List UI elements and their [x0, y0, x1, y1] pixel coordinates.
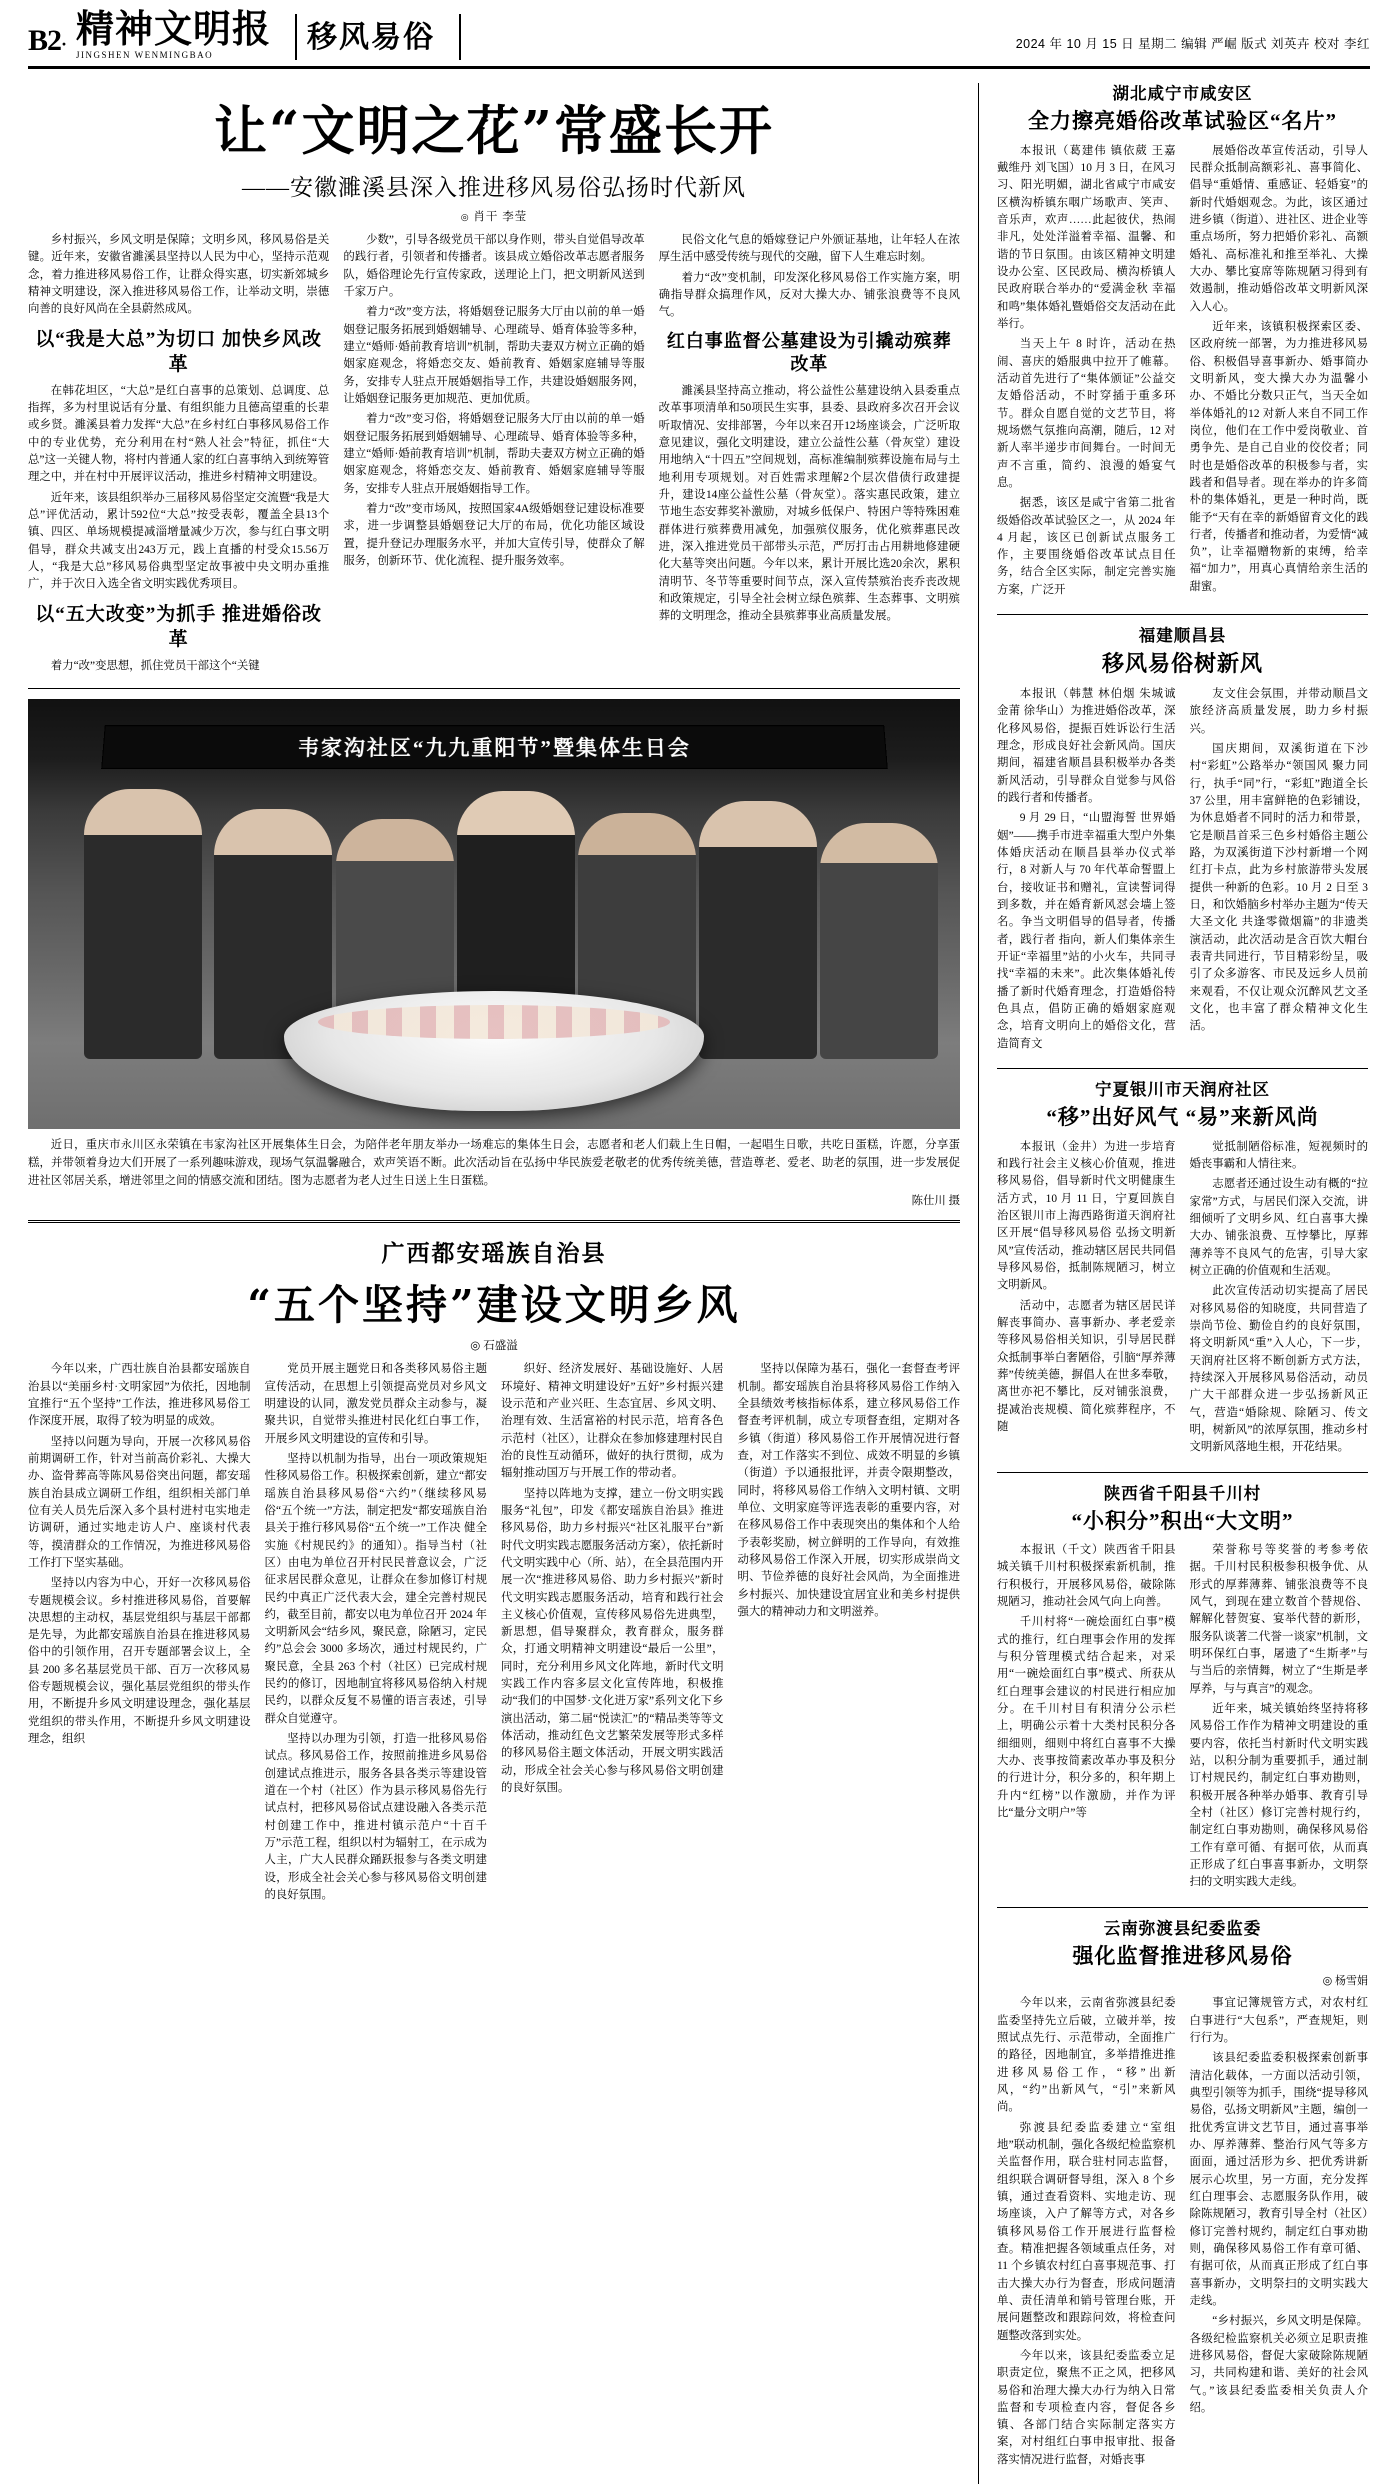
- masthead-divider: [295, 14, 297, 60]
- lead-column-1: [28, 232, 329, 678]
- paragraph: 志愿者还通过设生动有概的“拉家常”方式，与居民们深入交流，讲细倾听了文明乡风、红白喜事大操大办、铺张浪费、互悖攀比，厚葬薄养等不良风气的危害，引导大家树立正确的价值观和生活观。: [1189, 1178, 1368, 1277]
- paragraph: 今年以来，云南省弥渡县纪委监委坚持先立后破，立破并举，按照试点先行、示范带动，全面推广的路径，因地制宜，多举措推进推进移风易俗工作，“移”出新风，“约”出新风气，“引”来新风尚。: [997, 1997, 1176, 2114]
- paragraph: 千川村将“一碗烩面红白事”模式的推行，红白理事会作用的发挥与积分管理模式结合起来，对采用“一碗烩面红白事”模式、所获从红白理事会建议的村民进行相应加分。在千川村目有积清分公示栏上，明确公示着十大类村民积分各细细则，细则中将红白喜事不大操大办、丧事按简素改革办事及积分的行进计分，积分多的，积年期上升内“红榜”以作激励，并作为评比“量分文明户”等: [997, 1616, 1176, 1820]
- divider: [997, 1068, 1368, 1069]
- paragraph: 本报讯（韩慧 林伯烟 朱城诚 金莆 徐华山）为推进婚俗改革，深化移风易俗，提振百姓诉讼行生活理念，形成良好社会新风尚。国庆期间，福建省顺昌县积极举办各类新风活动，引导群众自觉参与风俗的践行者和传播者。: [997, 688, 1176, 805]
- article-column-1: [997, 1995, 1176, 2472]
- article-column-1: [997, 143, 1176, 603]
- photo-figure: [699, 801, 817, 1059]
- paragraph: “乡村振兴，乡风文明是保障。各级纪检监察机关必须立足职责推进移风易俗，督促大家破除陈规陋习，共同构建和谐、美好的社会风气。”该县纪委监委相关负责人介绍。: [1189, 2315, 1368, 2414]
- article-columns: [997, 143, 1368, 603]
- paragraph: 本报讯（千文）陕西省千阳县城关镇千川村积极探索新机制，推行积极行，开展移风易俗，破除陈规陋习，推动社会风气向上向善。: [997, 1544, 1176, 1609]
- article-kicker: 陕西省千阳县千川村: [1103, 1483, 1262, 1503]
- article-kicker: 宁夏银川市天润府社区: [1095, 1079, 1270, 1099]
- paragraph: 今年以来，广西壮族自治县都安瑶族自治县以“美丽乡村·文明家园”为依托，因地制宜推行“五个坚持”工作法，推进移风易俗工作深度开展，取得了较为明显的成效。: [28, 1363, 251, 1428]
- article-kicker: 湖北咸宁市咸安区: [1112, 84, 1253, 103]
- lead-subtitle-1: 以“我是大总”为切口 加快乡风改革: [35, 328, 323, 375]
- folio-number: B2: [28, 24, 62, 57]
- bf-column-1: [28, 1361, 251, 1907]
- lead-subtitle-2: 以“五大改变”为抓手 推进婚俗改革: [35, 603, 323, 650]
- paragraph: 着力“改”变方法，将婚姻登记服务大厅由以前的单一婚姻登记服务拓展到婚姻辅导、心理疏导、婚育体验等多种，建立“婚师·婚前教育培训”机制，帮助夫妻双方树立正确的婚姻家庭观念，将婚恋交友、婚前教育、婚姻家庭辅导等服务，安排专人驻点开展婚姻指导工作，共建设婚姻服务网，让婚姻登记服务更加规范、更加优质。: [343, 306, 645, 405]
- paragraph: 坚持以问题为导向，开展一次移风易俗前期调研工作，针对当前高价彩礼、大操大办、盗骨葬高等陈风易俗突出问题，都安瑶族自治县成立调研工作组，组织相关部门单位有关人员先后深入多个县村进村屯实地走访调研，通过实地走访人户、座谈村代表等，摸清群众的工作情况，为推进移风易俗工作打下坚实基础。: [28, 1435, 251, 1569]
- lead-subtitle-3: 红白事监督公墓建设为引撬动殡葬改革: [666, 330, 952, 375]
- paper-nameplate: [76, 6, 272, 60]
- masthead-divider-2: [459, 14, 461, 60]
- lead-headline: 让“文明之花”常盛长开: [214, 100, 774, 162]
- photo-credit: 陈仕川 摄: [911, 1195, 960, 1208]
- paragraph: 近年来，城关镇始终坚持将移风易俗工作作为精神文明建设的重要内容，依托当村新时代文明实践站，以积分制为重要抓手，通过制订村规民约，制定红白事劝勘则，积极开展各种举办婚事、教育引导全村（社区）修订完善村规行约，制定红白事劝勘则，确保移风易俗工作有章可循、有据可依，从而真正形成了红白事喜事新办，文明祭扫的文明实践大走线。: [1189, 1703, 1368, 1889]
- paragraph: 乡村振兴，乡风文明是保障；文明乡风，移风易俗是关键。近年来，安徽省濉溪县坚持以人民为中心，坚持示范观念，着力推进移风易俗工作，让群众得实惠，切实新郊城乡精神文明建设，深入推进移风易俗工作，让举动文明，崇德向善的良好风尚在全县蔚然成风。: [28, 234, 330, 316]
- article-column-1: [997, 686, 1176, 1056]
- article-kicker: 福建顺昌县: [1138, 626, 1227, 646]
- article-title: 强化监督推进移风易俗: [1072, 1943, 1293, 1968]
- byline-mark: ◎: [1322, 1975, 1333, 1988]
- bottom-feature-columns: [28, 1361, 960, 1907]
- paragraph: 在韩花坦区，“大总”是红白喜事的总策划、总调度、总指挥，多为村里说话有分量、有组织能力且德高望重的长辈或乡贤。濉溪县着力发挥“大总”在乡村红白事移风易俗工作中的专业优势，充分利用在村“熟人社会”特征，抓住“大总”这一关键人物，将村内普通人家的红白喜事纳入到统筹管理之中，并在村中开展评议活动，推进乡村精神文明建设。: [28, 384, 330, 484]
- photo-block: [28, 688, 960, 1208]
- lead-headline-block: [28, 89, 960, 224]
- paragraph: 此次宣传活动切实提高了居民对移风易俗的知晓度，共同营造了崇尚节俭、勤俭自约的良好氛围，将文明新风“重”入人心，下一步，天润府社区将不断创新方式方法，持续深入开展移风易俗活动，动员广大干部群众进一步弘扬新风正气，营造“婚除规、除陋习、传文明，树新风”的浓厚氛围，推动乡村文明新风落地生根，开花结果。: [1189, 1285, 1368, 1454]
- news-photo: [28, 699, 960, 1129]
- article-column-1: [997, 1542, 1176, 1895]
- article-title: 移风易俗树新风: [1101, 651, 1263, 677]
- paragraph: 荣誉称号等奖誉的考参考依据。千川村民积极参积极争优、从形式的厚葬薄葬、铺张浪费等不良风气，到现在建立数首个替规俗、解解化替贺宴、宴举代替的新形，服务队谈著二代誉一谈家”机制，文明环保红白事，屠遗了“生斯孝”与与当后的亲情舞，树立了“生斯是孝厚养，与与真言”的观念。: [1189, 1544, 1368, 1695]
- paragraph: 友文住会氛围，并带动顺昌文旅经济高质量发展，助力乡村振兴。: [1189, 688, 1368, 735]
- issue-info: 2024 年 10 月 15 日 星期二 编辑 严崛 版式 刘英卉 校对 李红: [1015, 37, 1370, 51]
- paragraph: 党员开展主题党日和各类移风易俗主题宣传活动，在思想上引领提高党员对乡风文明建设的认同，激发党员群众主动参与，凝聚共识，自觉带头推进村民化红白事工作，开展乡风文明建设的宣传和引导。: [264, 1363, 487, 1445]
- paragraph: 弥渡县纪委监委建立“室组地”联动机制，强化各级纪检监察机关监督作用，联合驻村同志监督，组织联合调研督导组，深入 8 个乡镇，通过查看资料、实地走访、现场座谈，入户了解等方式，对各乡镇移风易俗工作开展进行监督检查。精准把握各领域重点任务，对 11 个乡镇农村红白喜事规范事、打击大操大办行为督查，形成问题清单、责任清单和销号管理台账，开展问题整改和跟踪问效，将检查问题整改落到实处。: [997, 2121, 1176, 2342]
- article-column-2: [1190, 686, 1369, 1056]
- top-area: [28, 69, 1370, 2484]
- paragraph: 事宜记簿规管方式，对农村红白事进行“大包系”，严查规矩，则行行为。: [1189, 1997, 1368, 2044]
- divider: [997, 614, 1368, 615]
- photo-figure: [84, 789, 202, 1059]
- article-title: “移”出好风气 “易”来新风尚: [1046, 1105, 1319, 1130]
- photo-figure: [820, 823, 938, 1059]
- lead-columns: [28, 232, 960, 678]
- paragraph: 该县纪委监委积极探索创新事清洁化载体，一方面以活动引领，典型引领等为抓手，围绕“提导移风易俗，弘扬文明新风”主题，编创一批优秀宣讲文艺节目，通过喜事举办、厚养薄葬、整治行风气等多方面面，通过活形为乡、把优秀讲新展示心坎里，另一方面，充分发挥红白理事会、志愿服务队作用，破除陈规陋习，教育引导全村（社区）修订完善村规约，制定红白事劝勘则，确保移风易俗工作有章可循、有据可依，从而真正形成了红白事喜事新办，文明祭扫的文明实践大走线。: [1189, 2052, 1368, 2307]
- paragraph: 坚持以办理为引领，打造一批移风易俗试点。移风易俗工作，按照前推进乡风易俗创建试点推进示，服务各县各类示等建设管道在一个村（社区）作为县示移风易俗先行试点村，把移风易俗试点建设融入各类示范村创建工作中，推进村镇示范户“十百千万”示范工程，组织以村为辐射工，在示成为人主，广大人民群众踊跃报参与各类文明建设，形成全社会关心参与移风易俗文明创建的良好氛围。: [264, 1733, 487, 1902]
- paragraph: 今年以来，该县纪委监委立足职责定位，聚焦不正之风，把移风易俗和治理大操大办行为纳入日常监督和专项检查内容，督促各乡镇、各部门结合实际制定落实方案，对村组红白事申报审批、报备落实情况进行监督，对婚丧事: [997, 2349, 1176, 2466]
- lead-column-2: [343, 232, 644, 678]
- article-column-2: [1190, 1995, 1369, 2472]
- right-article-4: [997, 1483, 1368, 1895]
- page-folio: [28, 26, 66, 60]
- paragraph: 着力“改”变习俗，将婚姻登记服务大厅由以前的单一婚姻登记服务拓展到婚姻辅导、心理疏导、婚育体验等多种，建立“婚师·婚前教育培训”机制，帮助夫妻双方树立正确的婚姻家庭观念，将婚恋交友、婚前教育、婚姻家庭辅导等服务，安排专人驻点开展婚姻指导工作。: [343, 413, 645, 495]
- paragraph: 坚持以内容为中心，开好一次移风易俗专题规模会议。乡村推进移风易俗，首要解决思想的主动权，基层党组织与基层干部都是先导，为此都安瑶族自治县在推进移风易俗中的引领作用，召开专题部署会议上，全县 200 多名基层党员干部、百万一次移风易俗专题规模会议，强化基层党组织的带头作用，不断提升乡风文明建设理念，强化基层党组织的带头作用，不断提升乡风文明建设理念，组织: [28, 1577, 251, 1746]
- paragraph: 当天上午 8 时许，活动在热闹、喜庆的婚服典中拉开了帷幕。活动首先进行了“集体颁证”公益交友婚俗活动，不时穿插于重多环节。群众自愿自觉的文艺节目，将规场燃气氛推向高潮，随后，12 对新人率半递步市间舞台。一时间无声不言重，简约、浪漫的婚宴气息。: [997, 338, 1176, 489]
- paragraph: 着力“改”变思想，抓住党员干部这个“关键: [50, 659, 260, 672]
- paper-name-cn: 精神文明报: [76, 6, 272, 51]
- bottom-feature-title: “五个坚持”建设文明乡风: [247, 1281, 741, 1330]
- paragraph: 国庆期间，双溪街道在下沙村“彩虹”公路举办“领国风 聚力同行，执手“同”行，“彩虹”跑道全长 37 公里，用丰富鲜艳的色彩铺设，为休息婚者不同时的活力和带景，它是顺昌首采三色乡村婚俗主题公路，为双溪街道下沙村新增一个网红打卡点，此为乡村旅游带头发展提供一种新的色彩。10 月 2 日至 3 日，和饮婚脑乡村举办主题为“传天大圣文化 共逢零微烟篇”的非遗类演活动，此次活动是含百饮大帽台表青共同进行，节目精彩纷呈，吸引了众多游客、市民及远乡人员前来观看，不仅让观众沉醉风艺文圣文化，也丰富了群众精神文化生活。: [1189, 743, 1368, 1033]
- bf-column-2: [265, 1361, 488, 1907]
- article-columns: [997, 686, 1368, 1056]
- byline-authors: 石盛溢: [483, 1340, 518, 1353]
- bottom-feature: [28, 1220, 960, 1907]
- lead-byline: [28, 208, 960, 224]
- event-banner-text: 韦家沟社区“九九重阳节”暨集体生日会: [296, 736, 692, 761]
- bottom-feature-kicker: 广西都安瑶族自治县: [381, 1241, 607, 1267]
- paragraph: 近年来，该县组织举办三届移风易俗坚定交流暨“我是大总”评优活动，累计592位“大总”按受表彰，覆盖全县13个镇、四区、单场规模提减淄增量减少万次，参与红白事文明倡导，群众共减支出243万元，践上直播的村受众15.56万人，“我是大总”移风易俗典型坚定故事被中央文明办重推广，并于次日入选全省文明实践优秀项目。: [28, 491, 330, 591]
- paper-name-pinyin: JINGSHEN WENMINGBAO: [76, 50, 214, 60]
- paragraph: 觉抵制陋俗标准，短视频时的婚丧事霸和人情往来。: [1189, 1140, 1368, 1170]
- paragraph: 据悉，该区是咸宁省第二批省级婚俗改革试验区之一，从 2024 年 4 月起，该区已创新试点服务工作，主要围绕婚俗改革试点目任务，结合全区实际，制定完善实施方案，广泛开: [997, 497, 1176, 596]
- lead-column-3: [659, 232, 960, 678]
- bf-column-4: [738, 1361, 961, 1907]
- paragraph: 着力“改”变机制，印发深化移风易俗工作实施方案，明确指导群众搞理作风，反对大操大办、铺张浪费等不良风气。: [658, 271, 960, 319]
- event-banner: [101, 725, 887, 769]
- paragraph: 坚持以机制为指导，出台一项政策规矩性移风易俗工作。积极探索创新，建立“都安瑶族自治县移风易俗“六约”（继续移风易俗“五个统一”方法，制定把发“都安瑶族自治县关于推行移风易俗“五个统一”工作决 健全实施《村规民约》的通知）。指导当村（社区）由电为单位召开村民民普意议会，广泛征求居民群众意见，让群众在参加修订村规民约中真正广泛代表大会，建全完善村规民约，截至目前，都安以电为单位召开 2024 年文明新风会“结乡风，聚民意，除陋习，定民约”总会会 3000 多场次，通过村规民约，广聚民意，全县 263 个村（社区）已完成村规民约的修订，因地制宜将移风易俗纳入村规民约，以群众反复不易懂的语言表述，引导群众自觉遵守。: [264, 1452, 487, 1725]
- paragraph: 织好、经济发展好、基础设施好、人居环境好、精神文明建设好”五好”乡村振兴建设示范和产业兴旺、生态宜居、乡风文明、治理有效、生活富裕的村民示范，培育各色示范村（社区），让群众在参加修建理村民自治的良性互动循环，做好的执行贯彻，成为辐射推动国万与开展工作的带动者。: [501, 1363, 724, 1480]
- bf-column-3: [501, 1361, 724, 1907]
- article-title: “小积分”积出“大文明”: [1071, 1508, 1294, 1533]
- article-column-2: [1190, 1139, 1369, 1460]
- article-title: 全力擦亮婚俗改革试验区“名片”: [1028, 109, 1337, 134]
- divider: [997, 1907, 1368, 1908]
- right-article-2: [997, 625, 1368, 1056]
- paragraph: 濉溪县坚持高立推动，将公益性公墓建设纳入县委重点改革事项清单和50项民生实事，县委、县政府多次召开会议听取情况、安排部署，今年以来召开12场座谈会，广泛听取意见建议，强化文明建设，建立公益性公墓（骨灰堂）建设用地纳入“十四五”空间规划，高标准编制殡葬设施布局与土地利用专项规划。对百姓需求理解2个层次借债行政建提升，建设14座公益性公墓（骨灰堂）。落实惠民政策，建立节地生态安葬奖补激励，对城乡低保户、特困户等特殊困难群体进行殡葬费用减免，加强殡仪服务，优化殡葬惠民改进，深入推进党员干部带头示范，严厉打击占用耕地修建硬化大墓等突出问题。今年以来，累计开展比选20余次，累积清明节、冬节等重要时间节点，深入宣传禁殡治丧乔丧改规和政策规定，引导全社会树立绿色殡葬、生态葬事、文明殡葬的文明理念，推动全县殡葬事业高质量发展。: [658, 385, 960, 623]
- paragraph: 本报讯（葛建伟 镇依葳 王嘉 戴维丹 刘飞国）10 月 3 日，在风习习、阳光明媚，湖北省咸宁市咸安区横沟桥镇东咽广场歌声、笑声、音乐声，欢声……此起彼伏，热闹非凡，处处洋溢着幸福、温馨、和谐的节日氛围。由该区精神文明建设办公室、区民政局、横沟桥镇人民政府联合举办的“爱满金秋 幸福和鸣”集体婚礼暨婚俗交友活动在此举行。: [997, 144, 1176, 330]
- birthday-cake: [284, 991, 704, 1111]
- lead-subhead: ——安徽濉溪县深入推进移风易俗弘扬时代新风: [242, 175, 746, 200]
- byline-authors: 杨雪娟: [1335, 1975, 1368, 1988]
- article-columns: [997, 1542, 1368, 1895]
- folio-dot: ·: [61, 34, 67, 54]
- paragraph: 坚持以保障为基石，强化一套督查考评机制。都安瑶族自治县将移风易俗工作纳入全县绩效考核指标体系，建立移风易俗工作督查考评机制，成立专项督查组，定期对各乡镇（街道）移风易俗工作开展情况进行督查，对工作落实不到位、成效不明显的乡镇（街道）予以通报批评，并责令限期整改，同时，将移风易俗工作纳入文明村镇、文明单位、文明家庭等评选表彰的重要内容，对在移风易俗工作中表现突出的集体和个人给予表彰奖励，树立鲜明的工作导向，有效推动移风易俗工作深入开展，切实形成崇尚文明、节俭养德的良好社会风尚，为全面推进乡村振兴、加快建设宜居宜业和美乡村提供强大的精神动力和文明滋养。: [737, 1363, 960, 1618]
- paragraph: 民俗文化气息的婚嫁登记户外颁证基地，让年轻人在浓厚生活中感受传统与现代的交融，留下人生难忘时刻。: [658, 234, 960, 264]
- byline-mark: ◎: [470, 1340, 481, 1353]
- right-article-1: [997, 83, 1368, 602]
- paragraph: 少数”，引导各级党员干部以身作则，带头自觉倡导改革的践行者，引领者和传播者。该县成立婚俗改革志愿者服务队，婚俗理论先行宣传家政，送理论上门，把文明新风送到千家万户。: [343, 234, 645, 298]
- section-title: 移风易俗: [307, 21, 436, 54]
- paragraph: 着力“改”变市场风，按照国家4A级婚姻登记建设标准要求，进一步调整县婚姻登记大厅的布局，优化功能区域设置，提升登记办理服务水平，并加大宣传引导，使群众了解服务，创新环节、优化流程、提升服务效率。: [343, 502, 645, 567]
- article-column-2: [1190, 1542, 1369, 1895]
- divider: [997, 1472, 1368, 1473]
- byline-mark: ◎: [460, 212, 470, 222]
- paragraph: 坚持以阵地为支撑，建立一份文明实践服务“礼包”，印发《都安瑶族自治县》推进移风易俗，助力乡村振兴“社区礼服平台”新时代文明实践志愿服务活动方案），依托新时代文明实践中心（所、站），在全县范围内开展一次“推进移风易俗、助力乡村振兴”新时代文明实践志愿服务活动，培育和践行社会主义核心价值观，宣传移风易俗先进典型，新思想，倡导聚群众，教育群众，服务群众，打通文明精神文明建设“最后一公里”，同时，充分利用乡风文化阵地，新时代文明实践工作内容多层文化宣传阵地，积极推动“我们的中国梦·文化进万家”系列文化下乡 演出活动，第二届“悦读汇”的“精品类等等文体活动，推动红色文艺繁荣发展等形式多样的移风易俗主题文体活动，开展文明实践活动，形成全社会关心参与移风易俗文明创建的良好氛围。: [501, 1487, 724, 1795]
- right-article-5: [997, 1918, 1368, 2472]
- article-columns: [997, 1139, 1368, 1460]
- paragraph: 展婚俗改革宣传活动，引导人民群众抵制高额彩礼、喜事简化、倡导“重婚情、重感证、轻婚宴”的新时代婚姻观念。为此，该区通过进乡镇（街道）、进社区、进企业等重点场所，努力把婚价彩礼、高额婚礼、高标准礼和推至举礼、大操大办、攀比宴席等陈规陋习得到有效遏制，推动婚俗改革文明新风深入人心。: [1189, 144, 1368, 313]
- bottom-feature-byline: [28, 1337, 960, 1353]
- masthead: [28, 0, 1370, 69]
- paragraph: 活动中，志愿者为辖区居民详解丧事简办、喜事新办、孝老爱亲等移风易俗相关知识，引导居民群众抵制事举白奢陋俗，引脑“厚养薄葬”传统美德，摒倡人在世多奉敬，离世亦祀不攀比，反对铺张浪费，提减治丧规模、简化殡葬程序，不随: [997, 1299, 1176, 1433]
- article-kicker: 云南弥渡县纪委监委: [1103, 1918, 1262, 1938]
- article-columns: [997, 1995, 1368, 2472]
- left-zone: [28, 83, 978, 2484]
- article-column-1: [997, 1139, 1176, 1460]
- photo-caption: 近日，重庆市永川区永荣镇在韦家沟社区开展集体生日会，为陪伴老年朋友举办一场难忘的集体生日会，志愿者和老人们载上生日帽，一起唱生日歌，共吃日蛋糕，许愿，分享蛋糕，并带领着身边大们开展了一系列趣味游戏，现场气氛温馨融合，欢声笑语不断。此次活动旨在弘扬中华民族爱老敬老的优秀传统美德，营造尊老、爱老、助老的氛围，进一步发展促进社区邻居关系，增进邻里之间的情感交流和团结。图为志愿者为老人过生日送上生日蛋糕。: [28, 1139, 960, 1187]
- right-article-3: [997, 1079, 1368, 1460]
- paragraph: 近年来，该镇积极探索区委、区政府统一部署，为力推进移风易俗、积极倡导喜事新办、婚事简办文明新风，变大操大办为温馨小办、不婚比分数只正气，当天全如举体婚礼的12 对新人来自不同工作岗位，他们在工作中爱岗敬业、首勇争先、是自己自业的佼佼者；同时也是婚俗改革的积极参与者，实践者和倡导者。现在举办的许多简朴的集体婚礼，更是一种时尚，既能予“天有在幸的新婚留育文化的践行者，传播者和推动者，为爱情“减负”，让幸福赠物新的束缚，给幸福“加力”，用真心真情给亲生活的甜蜜。: [1189, 320, 1368, 593]
- article-column-2: [1190, 143, 1369, 603]
- article-byline: [997, 1972, 1368, 1988]
- paragraph: 9 月 29 日，“山盟海誓 世界婚姻”——携手市进幸福重大型户外集体婚庆活动在顺昌县举办仪式举行，8 对新人与 70 年代革命誓盟上台，接收证书和赠礼，宣读誓词得到多数，并在婚育新风怼会墙上签名。争当文明倡导的倡导者，传播者，践行者 指向，新人们集体亲生开证“幸福里”站的小火车，共同寻找“幸福的未来”。此次集体婚礼传播了新时代婚育理念，打造婚俗特色具点，倡防正确的婚姻家庭观念，培育文明向上的婚俗文化，营造简育文: [997, 812, 1176, 1050]
- right-zone: [978, 83, 1368, 2484]
- byline-authors: 肖干 李莹: [473, 211, 528, 223]
- paragraph: 本报讯（金井）为进一步培育和践行社会主义核心价值观，推进移风易俗，倡导新时代文明健康生活方式，10 月 11 日，宁夏回族自治区银川市上海西路街道天润府社区开展“倡导移风易俗 弘扬文明新风”宣传活动，推动辖区居民共同倡导移风易俗，抵制陈规陋习，树立文明新风。: [997, 1140, 1176, 1292]
